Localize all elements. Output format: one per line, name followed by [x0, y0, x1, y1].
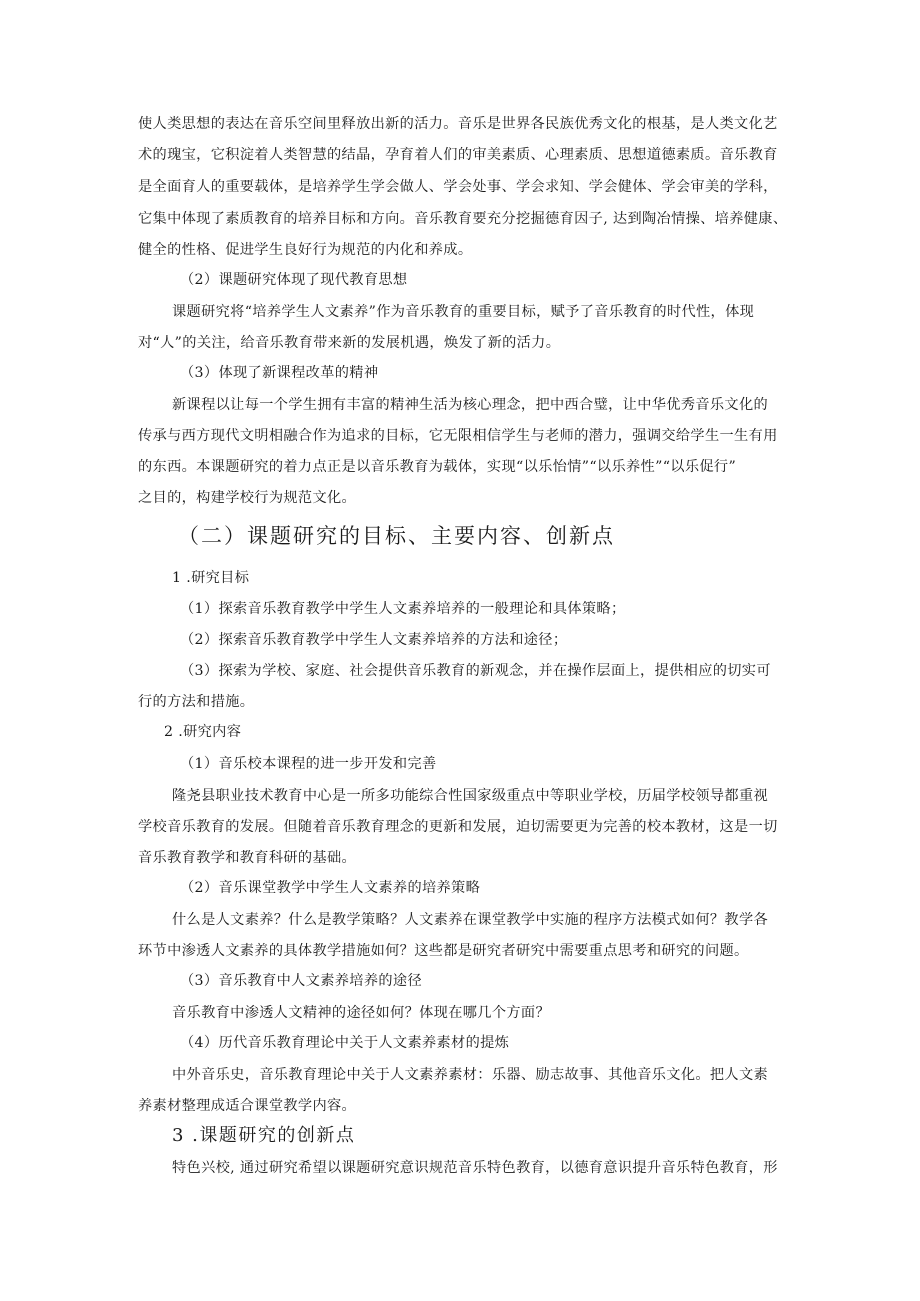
paragraph-line: 什么是人文素养？什么是教学策略？人文素养在课堂教学中实施的程序方法模式如何？教学各: [172, 912, 769, 928]
paragraph-line: 课题研究将“培养学生人文素养”作为音乐教育的重要目标，赋予了音乐教育的时代性，体现: [172, 304, 755, 320]
content-heading: 2 .研究内容: [164, 724, 242, 740]
paragraph-line: 环节中渗透人文素养的具体教学措施如何？这些都是研究者研究中需要重点思考和研究的问题。: [138, 943, 749, 959]
innovation-heading: 3 .课题研究的创新点: [172, 1125, 356, 1146]
paragraph-line: 特色兴校, 通过研究希望以课题研究意识规范音乐特色教育，以德育意识提升音乐特色教育，形: [172, 1160, 778, 1176]
paragraph-line: 术的瑰宝，它积淀着人类智慧的结晶，孕育着人们的审美素质、心理素质、思想道德素质。音乐教育: [138, 147, 778, 163]
paragraph-line: 之目的，构建学校行为规范文化。: [138, 490, 357, 506]
paragraph-line: 它集中体现了素质教育的培养目标和方向。音乐教育要充分挖掘德育因子, 达到陶冶情操、培养健康、: [138, 211, 788, 227]
subsection-title: （3）体现了新课程改革的精神: [180, 365, 379, 381]
goal-item: （1）探索音乐教育教学中学生人文素养培养的一般理论和具体策略；: [180, 601, 626, 617]
subsection-title: （2）课题研究体现了现代教育思想: [180, 272, 408, 288]
paragraph-line: 传承与西方现代文明相融合作为追求的目标，它无限相信学生与老师的潜力，强调交给学生一生有用: [138, 428, 778, 444]
paragraph-line: 隆尧县职业技术教育中心是一所多功能综合性国家级重点中等职业学校，历届学校领导都重视: [172, 788, 769, 804]
content-item-title: （2）音乐课堂教学中学生人文素养的培养策略: [180, 880, 481, 896]
paragraph-line: 的东西。本课题研究的着力点正是以音乐教育为载体，实现“以乐怡情”“以乐养性”“以乐促行”: [138, 459, 737, 475]
goal-item: （3）探索为学校、家庭、社会提供音乐教育的新观念，并在操作层面上，提供相应的切实可: [180, 663, 771, 679]
paragraph-line: 新课程以让每一个学生拥有丰富的精神生活为核心理念，把中西合璧，让中华优秀音乐文化的: [172, 397, 769, 413]
paragraph-line: 音乐教育教学和教育科研的基础。: [138, 850, 357, 866]
paragraph-line: 养素材整理成适合课堂教学内容。: [138, 1098, 357, 1114]
paragraph-line: 使人类思想的表达在音乐空间里释放出新的活力。音乐是世界各民族优秀文化的根基，是人类文化艺: [138, 116, 778, 132]
content-item-title: （3）音乐教育中人文素养培养的途径: [180, 973, 422, 989]
goal-item: 行的方法和措施。: [138, 694, 255, 710]
paragraph-line: 中外音乐史，音乐教育理论中关于人文素养素材：乐器、励志故事、其他音乐文化。把人文素: [172, 1067, 769, 1083]
content-item-title: （1）音乐校本课程的进一步开发和完善: [180, 756, 437, 772]
paragraph-line: 对“人”的关注，给音乐教育带来新的发展机遇，焕发了新的活力。: [138, 335, 561, 351]
paragraph-line: 健全的性格、促进学生良好行为规范的内化和养成。: [138, 242, 473, 258]
content-item-title: （4）历代音乐教育理论中关于人文素养素材的提炼: [180, 1035, 510, 1051]
paragraph-line: 是全面育人的重要载体，是培养学生学会做人、学会处事、学会求知、学会健体、学会审美的学科，: [138, 179, 778, 195]
section-title: （二）课题研究的目标、主要内容、创新点: [178, 524, 615, 548]
paragraph-line: 音乐教育中渗透人文精神的途径如何？体现在哪几个方面？: [172, 1005, 550, 1021]
goals-heading: 1 .研究目标: [172, 570, 250, 586]
paragraph-line: 学校音乐教育的发展。但随着音乐教育理念的更新和发展，迫切需要更为完善的校本教材，这是一切: [138, 819, 778, 835]
goal-item: （2）探索音乐教育教学中学生人文素养培养的方法和途径；: [180, 632, 568, 648]
